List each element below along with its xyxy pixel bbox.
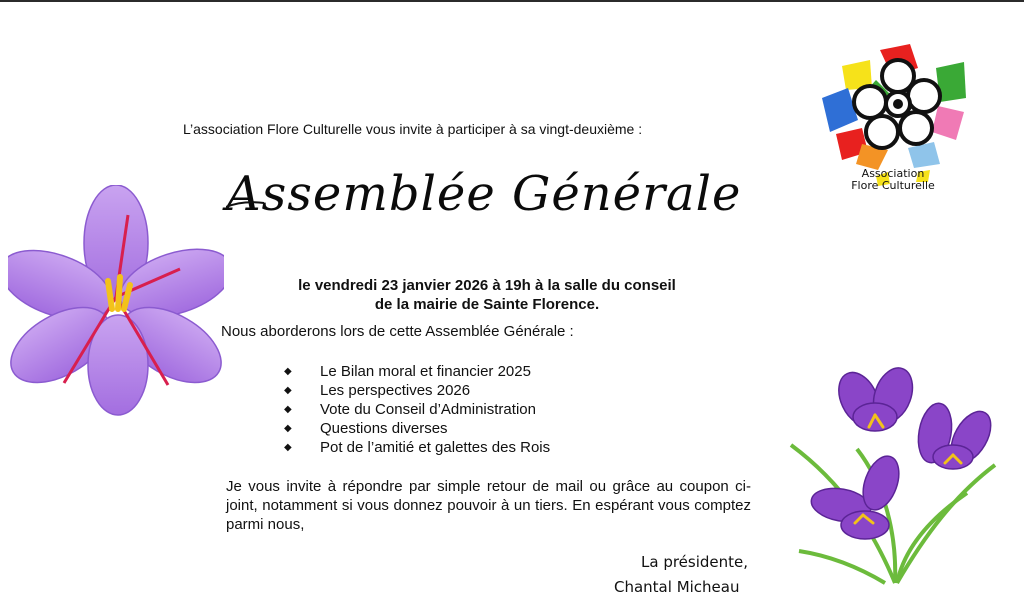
- agenda-item: [284, 381, 550, 400]
- intro-text: L’association Flore Culturelle vous invite à participer à sa vingt-deuxième :: [183, 121, 643, 137]
- agenda-item: [284, 400, 550, 419]
- agenda-item-label: Questions diverses: [320, 420, 448, 437]
- event-title: Assemblée Générale: [226, 166, 742, 222]
- crocus-top-icon: [831, 365, 920, 432]
- signature-name: Chantal Micheau: [614, 578, 740, 596]
- reply-paragraph: Je vous invite à répondre par simple retour de mail ou grâce au coupon ci-joint, notamment si vous donnez pouvoir à un tiers. En espérant vous comptez parmi nous,: [226, 478, 751, 533]
- logo-lightblue-shape: [908, 142, 940, 168]
- title-swash-decoration: [226, 195, 266, 215]
- signature-block: [614, 550, 774, 600]
- agenda-item: [284, 419, 550, 438]
- agenda-intro: Nous aborderons lors de cette Assemblée Générale :: [221, 323, 574, 340]
- agenda-item-label: Vote du Conseil d’Administration: [320, 401, 536, 418]
- event-datetime-line1: le vendredi 23 janvier 2026 à 19h à la salle du conseil: [298, 277, 676, 294]
- logo-text-line2: Flore Culturelle: [851, 179, 935, 192]
- agenda-item-label: Le Bilan moral et financier 2025: [320, 363, 531, 380]
- bullet-icon: ◆: [284, 385, 292, 396]
- logo-text-line1: Association: [861, 167, 925, 180]
- agenda-item-label: Les perspectives 2026: [320, 382, 471, 399]
- bullet-icon: ◆: [284, 442, 292, 453]
- agenda-item-label: Pot de l’amitié et galettes des Rois: [320, 439, 551, 456]
- crocus-flower-left-illustration: [8, 185, 224, 419]
- event-datetime: [232, 276, 742, 314]
- logo-blue-shape: [822, 88, 858, 132]
- signature-role: La présidente,: [641, 553, 749, 571]
- event-datetime-line2: de la mairie de Sainte Florence.: [374, 296, 600, 313]
- agenda-item: [284, 362, 550, 381]
- bullet-icon: ◆: [284, 423, 292, 434]
- agenda-list: [284, 362, 550, 457]
- bullet-icon: ◆: [284, 366, 292, 377]
- top-border: [0, 0, 1024, 2]
- agenda-item: [284, 438, 550, 457]
- bullet-icon: ◆: [284, 404, 292, 415]
- crocus-bouquet-right-illustration: [785, 365, 1007, 587]
- logo-pink-shape: [932, 106, 964, 140]
- logo-text: [838, 168, 948, 192]
